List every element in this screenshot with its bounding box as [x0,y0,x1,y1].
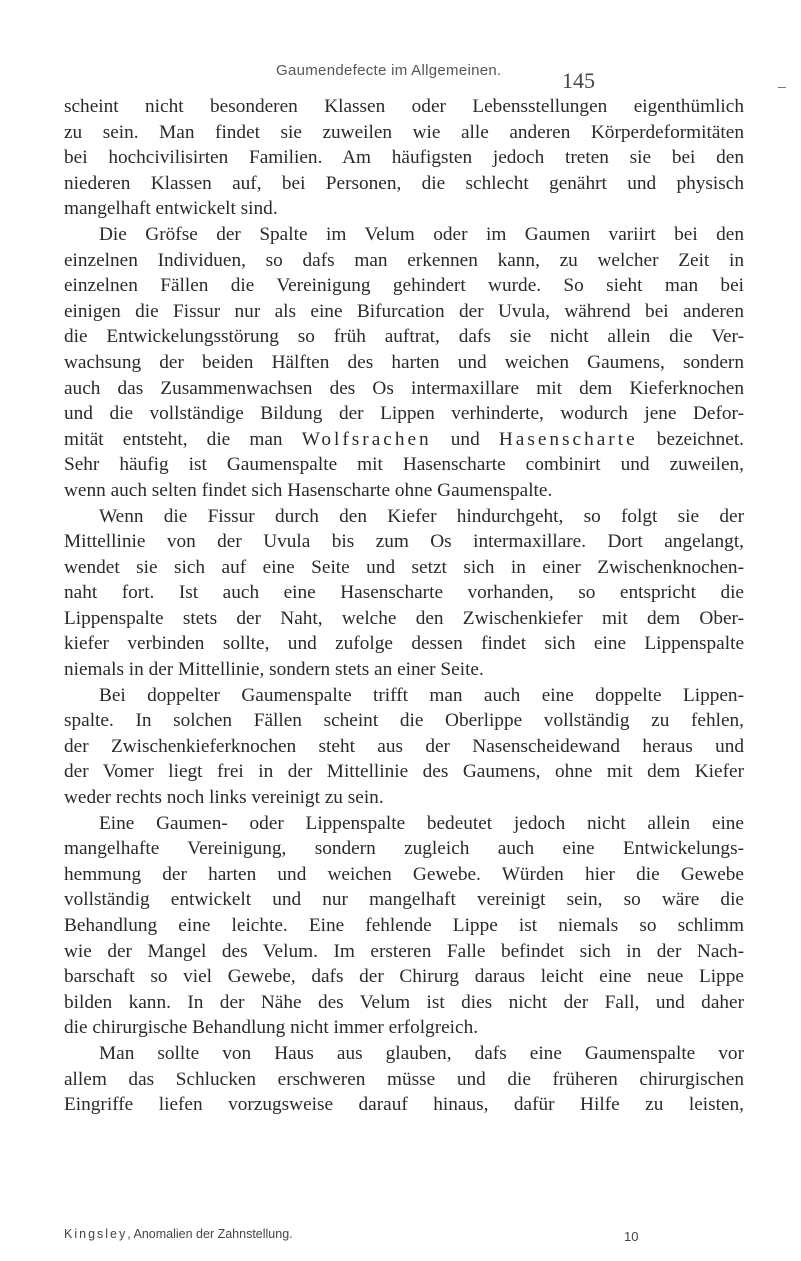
text-line: einzelnen Individuen, so dafs man erkennen kann, zu welcher Zeit in [64,249,744,271]
paragraph [64,683,744,811]
text-line: Eine Gaumen- oder Lippenspalte bedeutet jedoch nicht allein eine [99,812,744,834]
text-line: bei hochcivilisirten Familien. Am häufigsten jedoch treten sie bei den [64,147,744,169]
text-line: Wenn die Fissur durch den Kiefer hindurchgeht, so folgt sie der [99,505,744,527]
text-line: Lippenspalte stets der Naht, welche den Zwischenkiefer mit dem Ober- [64,607,744,629]
text-line: Eingriffe liefen vorzugsweise darauf hinaus, dafür Hilfe zu leisten, [64,1094,744,1116]
text-line: scheint nicht besonderen Klassen oder Lebensstellungen eigenthümlich [64,96,744,117]
text-line: die chirurgische Behandlung nicht immer erfolgreich. [64,1017,479,1039]
term-hasenscharte: Hasenscharte [498,428,638,450]
text-line: mangelhaft entwickelt sind. [64,198,278,220]
text-line: auch das Zusammenwachsen des Os intermaxillare mit dem Kieferknochen [64,377,744,399]
text-line: barschaft so viel Gewebe, dafs der Chirurg daraus leicht eine neue Lippe [64,966,744,988]
text-line: Die Gröfse der Spalte im Velum oder im Gaumen variirt bei den [99,223,744,245]
body-text [64,94,744,1118]
paragraph [64,222,744,504]
text-line: der Vomer liegt frei in der Mittellinie des Gaumens, ohne mit dem Kiefer [64,761,744,783]
text-line: wenn auch selten findet sich Hasenscharte ohne Gaumenspalte. [64,479,553,501]
text-line: Man sollte von Haus aus glauben, dafs eine Gaumenspalte vor [99,1042,744,1064]
text-line: wie der Mangel des Velum. Im ersteren Falle befindet sich in der Nach- [64,940,744,962]
text-line: und die vollständige Bildung der Lippen verhinderte, wodurch jene Defor- [64,403,744,425]
text-line: weder rechts noch links vereinigt zu sein. [64,787,384,809]
text-line: hemmung der harten und weichen Gewebe. Würden hier die Gewebe [64,863,744,885]
text-line: Mittellinie von der Uvula bis zum Os intermaxillare. Dort angelangt, [64,531,744,553]
text-line-spaced-terms [64,427,744,453]
text-line: Sehr häufig ist Gaumenspalte mit Hasenscharte combinirt und zuweilen, [64,454,744,476]
footer-author: Kingsley [64,1227,128,1241]
text-line: allem das Schlucken erschweren müsse und die früheren chirurgischen [64,1068,744,1090]
text-run: und [431,428,499,450]
text-line: mangelhafte Vereinigung, sondern zugleich auch eine Entwickelungs- [64,838,744,860]
running-title: Gaumendefecte im Allgemeinen. [276,62,502,79]
text-line: niemals in der Mittellinie, sondern stets an einer Seite. [64,659,484,681]
paragraph [64,811,744,1041]
text-line: vollständig entwickelt und nur mangelhaft vereinigt sein, so wäre die [64,889,744,911]
text-line: naht fort. Ist auch eine Hasenscharte vorhanden, so entspricht die [64,582,744,604]
page-footer [64,1227,744,1247]
footer-source [64,1227,293,1241]
running-head [0,62,801,93]
paragraph [64,94,744,222]
text-line: bilden kann. In der Nähe des Velum ist dies nicht der Fall, und daher [64,991,744,1013]
text-line: der Zwischenkieferknochen steht aus der Nasenscheidewand heraus und [64,735,744,757]
signature-mark: 10 [624,1229,639,1244]
text-line: einigen die Fissur nur als eine Bifurcation der Uvula, während bei anderen [64,300,744,322]
text-line: wachsung der beiden Hälften des harten und weichen Gaumens, sondern [64,351,744,373]
text-run: bezeichnet. [637,428,745,450]
text-line: Bei doppelter Gaumenspalte trifft man auch eine doppelte Lippen- [99,684,744,706]
paragraph [64,1041,744,1118]
corner-mark: _ [778,72,786,88]
text-line: niederen Klassen auf, bei Personen, die schlecht genährt und physisch [64,172,744,194]
text-line: wendet sie sich auf eine Seite und setzt sich in einer Zwischenknochen- [64,556,744,578]
footer-title: , Anomalien der Zahnstellung. [127,1227,293,1241]
text-line: zu sein. Man findet sie zuweilen wie alle anderen Körperdeformitäten [64,121,744,143]
text-line: kiefer verbinden sollte, und zufolge dessen findet sich eine Lippenspalte [64,633,744,655]
text-line: einzelnen Fällen die Vereinigung gehindert wurde. So sieht man bei [64,275,744,297]
paragraph [64,504,744,683]
term-wolfsrachen: Wolfsrachen [301,428,432,450]
text-run: mität entsteht, die man [64,428,302,450]
text-line: spalte. In solchen Fällen scheint die Oberlippe vollständig zu fehlen, [64,710,744,732]
text-line: die Entwickelungsstörung so früh auftrat, dafs sie nicht allein die Ver- [64,326,744,348]
text-line: Behandlung eine leichte. Eine fehlende Lippe ist niemals so schlimm [64,915,744,936]
page-number: 145 [562,68,595,93]
